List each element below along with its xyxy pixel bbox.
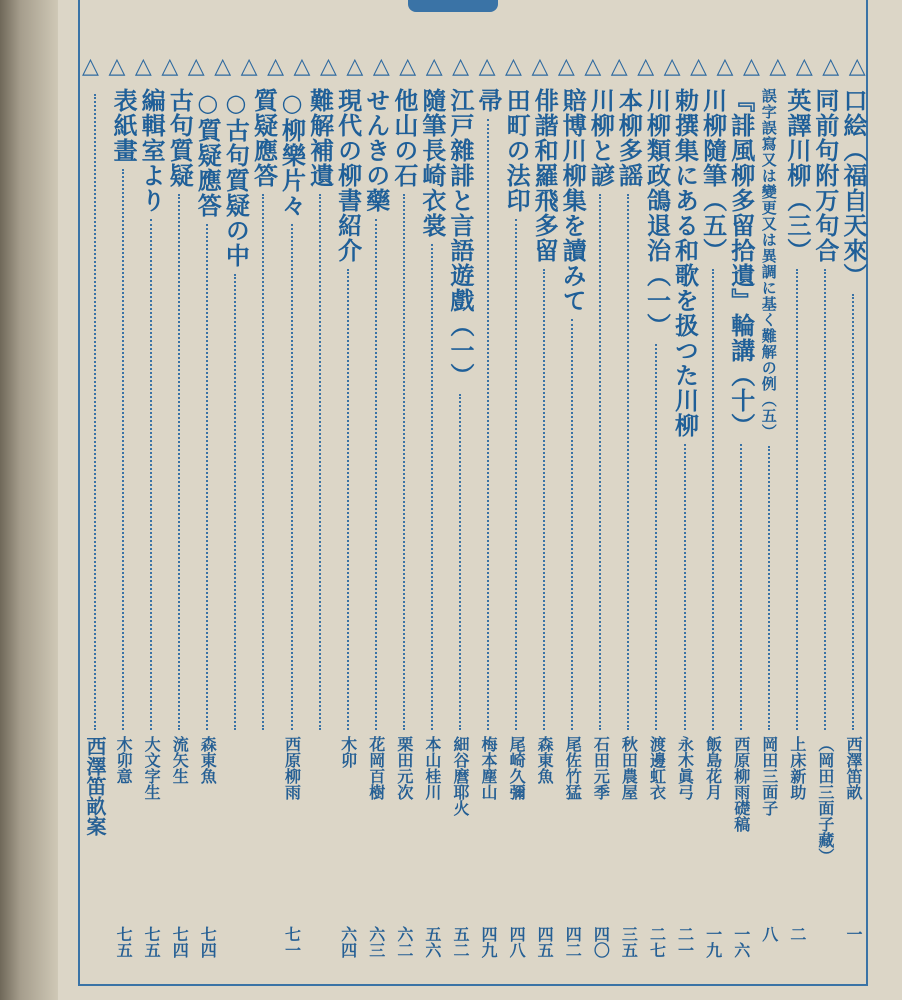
toc-entry-title: ○古句質疑の中 (221, 88, 251, 268)
toc-entry-page-number: 二一 (675, 926, 695, 958)
toc-entry-title: 誤字誤寫又は變更又は異調に基く難解の例（五） (759, 88, 778, 440)
triangle-ornament: △ (452, 53, 470, 79)
dotted-leader (319, 194, 321, 730)
toc-entry-page-number: 六四 (338, 926, 358, 958)
triangle-ornament-row (82, 52, 866, 80)
toc-entry (642, 88, 672, 978)
triangle-ornament: △ (214, 53, 232, 79)
toc-entry-page-number: 八 (759, 926, 779, 942)
toc-entry-author: 木卯 (338, 736, 358, 768)
toc-entry (109, 88, 139, 978)
toc-entry (784, 88, 810, 978)
toc-entry (558, 88, 588, 978)
toc-entry (728, 88, 754, 978)
toc-entry-title: 口絵（福自天來） (839, 88, 868, 288)
toc-entry (530, 88, 560, 978)
toc-entry (474, 88, 504, 978)
toc-entry (700, 88, 726, 978)
dotted-leader (150, 219, 152, 730)
dotted-leader (347, 269, 349, 730)
toc-entry-author: 岡田三面子 (759, 736, 779, 816)
toc-entry (840, 88, 866, 978)
toc-entry-author: 西原柳雨 (282, 736, 302, 800)
toc-entry (193, 88, 223, 978)
toc-entry-author: 西澤笛畝案 (83, 736, 107, 836)
dotted-leader (206, 224, 208, 730)
triangle-ornament: △ (690, 53, 707, 79)
triangle-ornament: △ (319, 53, 337, 79)
dotted-leader (178, 194, 180, 730)
triangle-ornament: △ (848, 53, 866, 79)
triangle-ornament: △ (82, 53, 99, 79)
dotted-leader (375, 219, 377, 730)
toc-entry-title: 本柳多謡 (614, 88, 644, 188)
dotted-leader (740, 444, 742, 730)
toc-entry-author: 花岡百樹 (366, 736, 386, 800)
toc-entry-author: 梅本塵山 (479, 736, 499, 800)
toc-entry-title: 編輯室より (137, 88, 167, 213)
triangle-ornament: △ (663, 53, 681, 79)
toc-entry-author: 永木眞弓 (675, 736, 695, 800)
toc-entry-title: 勅撰集にある和歌を扱つた川柳 (670, 88, 700, 438)
toc-entry-page-number: 二七 (647, 926, 667, 958)
toc-entry-title: 表紙畫 (109, 88, 139, 163)
toc-entry-title: 同前句附万句合 (810, 88, 840, 263)
dotted-leader (262, 194, 264, 730)
toc-entry (165, 88, 195, 978)
triangle-ornament: △ (425, 53, 443, 79)
toc-entry-author: 尾佐竹猛 (563, 736, 583, 800)
toc-entry (419, 88, 445, 978)
toc-entry-author: 本山桂川 (422, 736, 442, 800)
toc-entry-author: 栗田元次 (394, 736, 414, 800)
toc-entry-title: 帚 (474, 88, 504, 113)
toc-entry-title: 隨筆長崎衣裳 (417, 88, 447, 238)
toc-entry-page-number: 五六 (422, 926, 442, 958)
toc-entry (756, 88, 782, 978)
toc-entry (249, 88, 279, 978)
triangle-ornament: △ (610, 53, 628, 79)
toc-entry-author: 細谷麿耶火 (450, 736, 470, 816)
triangle-ornament: △ (557, 53, 575, 79)
book-gutter-shadow (0, 0, 58, 1000)
toc-entry-title: 難解補遺 (305, 88, 335, 188)
toc-entry-title: 他山の石 (389, 88, 419, 188)
toc-entry-author: （岡田三面子藏） (815, 736, 835, 864)
toc-entry-title: せんきの藥 (361, 88, 391, 213)
toc-entry (812, 88, 838, 978)
toc-entry-page-number: 一九 (703, 926, 723, 958)
toc-entry-title: 古句質疑 (165, 88, 195, 188)
toc-entry-page-number: 七一 (282, 926, 302, 958)
dotted-leader (627, 194, 629, 730)
toc-entry-page-number: 七五 (142, 926, 162, 958)
toc-entry-title: 現代の柳書紹介 (333, 88, 363, 263)
toc-entry (614, 88, 644, 978)
triangle-ornament: △ (161, 53, 179, 79)
triangle-ornament: △ (637, 53, 655, 79)
triangle-ornament: △ (399, 53, 417, 79)
dotted-leader (543, 269, 545, 730)
toc-entry-author: 上床新助 (787, 736, 807, 800)
toc-entry-author: 西澤笛畝 (844, 736, 863, 800)
dotted-leader (234, 274, 236, 730)
toc-entry-title: ○質疑應答 (193, 88, 223, 218)
triangle-ornament: △ (372, 53, 390, 79)
toc-entry (391, 88, 417, 978)
toc-entry (307, 88, 333, 978)
dotted-leader (291, 224, 293, 730)
triangle-ornament: △ (293, 53, 311, 79)
triangle-ornament: △ (531, 53, 549, 79)
toc-entry-page-number: 二 (787, 926, 807, 942)
toc-entry-page-number: 四五 (535, 926, 555, 958)
toc-entry (586, 88, 616, 978)
toc-entry-author: 尾崎久彌 (507, 736, 527, 800)
dotted-leader (431, 244, 433, 730)
toc-entry-page-number: 七四 (198, 926, 218, 958)
toc-entry-page-number: 五二 (450, 926, 470, 958)
toc-entry-page-number: 三五 (619, 926, 639, 958)
toc-entry (82, 88, 108, 978)
triangle-ornament: △ (716, 53, 734, 79)
toc-entry (137, 88, 167, 978)
toc-entry (502, 88, 532, 978)
toc-entry-title: 川柳と諺 (586, 88, 616, 188)
triangle-ornament: △ (108, 53, 126, 79)
toc-entry-title: ○柳樂片々 (277, 88, 307, 218)
toc-entry (447, 88, 473, 978)
toc-entry-title: 江戸雜誹と言語遊戲（一） (445, 88, 475, 388)
dotted-leader (655, 344, 657, 730)
toc-entry-author: 木卯意 (114, 736, 134, 784)
toc-entry-page-number: 七四 (170, 926, 190, 958)
triangle-ornament: △ (742, 53, 760, 79)
dotted-leader (768, 446, 770, 730)
dotted-leader (94, 94, 96, 730)
dotted-leader (459, 394, 461, 730)
toc-entry-page-number: 六三 (366, 926, 386, 958)
triangle-ornament: △ (505, 53, 522, 79)
toc-entry-author: 西原柳雨礎稿 (731, 736, 751, 832)
dotted-leader (599, 194, 601, 730)
toc-entry-page-number: 四九 (479, 926, 499, 958)
triangle-ornament: △ (795, 53, 813, 79)
toc-entry-page-number: 一 (844, 926, 863, 942)
toc-entry-title: 『誹風柳多留拾遺』輪講（十） (726, 88, 756, 438)
toc-entry (335, 88, 361, 978)
dotted-leader (571, 319, 573, 730)
dotted-leader (403, 194, 405, 730)
dotted-leader (684, 444, 686, 730)
toc-entry-page-number: 四二 (563, 926, 583, 958)
toc-entry (672, 88, 698, 978)
toc-entry-page-number: 四〇 (591, 926, 611, 958)
triangle-ornament: △ (584, 53, 602, 79)
triangle-ornament: △ (769, 53, 787, 79)
toc-entry-page-number: 七五 (114, 926, 134, 958)
triangle-ornament: △ (240, 53, 258, 79)
toc-entry-title: 英譯川柳（三） (782, 88, 812, 263)
triangle-ornament: △ (267, 53, 284, 79)
toc-entry-title: 賠博川柳集を讀みて (558, 88, 588, 313)
toc-entry (363, 88, 389, 978)
dotted-leader (852, 294, 854, 730)
dotted-leader (796, 269, 798, 730)
toc-entry-author: 飯島花月 (703, 736, 723, 800)
toc-entry-author: 流矢生 (170, 736, 190, 784)
dotted-leader (712, 269, 714, 730)
toc-entry-page-number: 四八 (507, 926, 527, 958)
toc-entry-title: 俳諧和羅飛多留 (530, 88, 560, 263)
dotted-leader (515, 219, 517, 730)
toc-entry (221, 88, 251, 978)
triangle-ornament: △ (134, 53, 152, 79)
toc-entry-author: 渡邊虹衣 (647, 736, 667, 800)
triangle-ornament: △ (346, 53, 364, 79)
toc-entry-author: 石田元季 (591, 736, 611, 800)
triangle-ornament: △ (822, 53, 840, 79)
toc-entry-author: 森東魚 (535, 736, 555, 784)
toc-entry-title: 田町の法印 (502, 88, 532, 213)
triangle-ornament: △ (187, 53, 205, 79)
toc-entry-author: 大文字生 (142, 736, 162, 800)
toc-entry-author: 森東魚 (198, 736, 218, 784)
dotted-leader (122, 169, 124, 730)
toc-entry-title: 川柳隨筆（五） (698, 88, 728, 263)
table-of-contents (82, 88, 866, 978)
dotted-leader (487, 119, 489, 730)
toc-entry-title: 川柳類政鴿退治（一） (642, 88, 672, 338)
toc-entry-page-number: 六二 (394, 926, 414, 958)
toc-entry-page-number: 一六 (731, 926, 751, 958)
toc-entry (279, 88, 305, 978)
triangle-ornament: △ (478, 53, 496, 79)
toc-entry-author: 秋田農屋 (619, 736, 639, 800)
contents-page (58, 0, 902, 1000)
toc-entry-title: 質疑應答 (249, 88, 279, 188)
dotted-leader (824, 269, 826, 730)
